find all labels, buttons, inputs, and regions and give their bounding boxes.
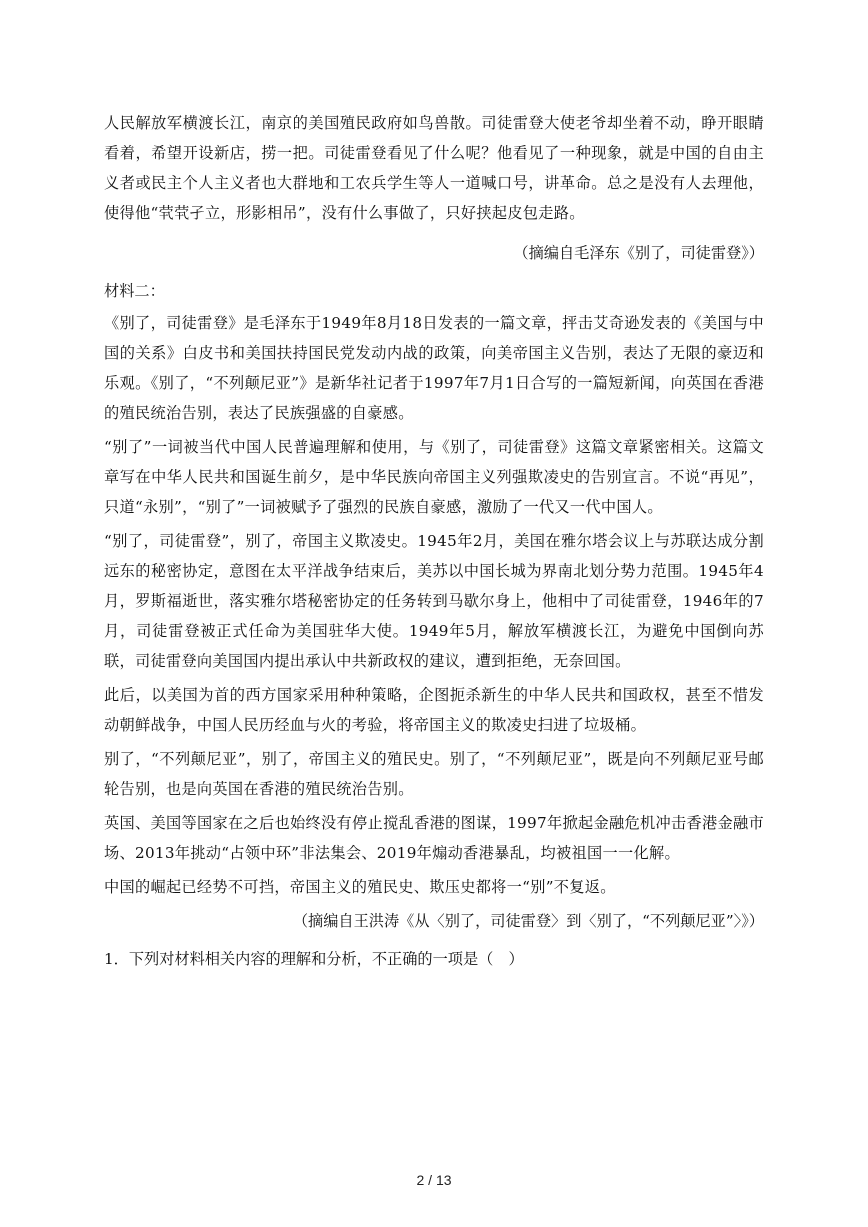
material-2-label: 材料二： bbox=[104, 282, 165, 300]
source-citation-2: （摘编自王洪涛《从〈别了，司徒雷登〉到〈别了，“不列颠尼亚”〉》） bbox=[292, 912, 764, 930]
paragraph-5: 别了，“不列颠尼亚”，别了，帝国主义的殖民史。别了，“不列颠尼亚”，既是向不列颠尼亚号邮轮告别，也是向英国在香港的殖民统治告别。 bbox=[104, 750, 764, 798]
paragraph-1: 《别了，司徒雷登》是毛泽东于1949年8月18日发表的一篇文章，抨击艾奇逊发表的《美国与中国的关系》白皮书和美国扶持国民党发动内战的政策，向美帝国主义告别，表达了无限的豪迈和乐观。《别了，“不列颠尼亚”》是新华社记者于1997年7月1日合写的一篇短新闻，向英国在香港的殖民统治告别，表达了民族强盛的自豪感。 bbox=[104, 314, 764, 422]
paragraph-2: “别了”一词被当代中国人民普遍理解和使用，与《别了，司徒雷登》这篇文章紧密相关。这篇文章写在中华人民共和国诞生前夕，是中华民族向帝国主义列强欺凌史的告别宣言。不说“再见”，只道“永别”，“别了”一词被赋予了强烈的民族自豪感，激励了一代又一代中国人。 bbox=[104, 438, 764, 516]
paragraph-7: 中国的崛起已经势不可挡，帝国主义的殖民史、欺压史都将一“别”不复返。 bbox=[104, 878, 616, 896]
question-1: 1．下列对材料相关内容的理解和分析，不正确的一项是（ ） bbox=[104, 950, 524, 968]
document-body bbox=[104, 108, 764, 974]
intro-paragraph: 人民解放军横渡长江，南京的美国殖民政府如鸟兽散。司徒雷登大使老爷却坐着不动，睁开眼睛看着，希望开设新店，捞一把。司徒雷登看见了什么呢？他看见了一种现象，就是中国的自由主义者或民主个人主义者也大群地和工农兵学生等人一道喊口号，讲革命。总之是没有人去理他，使得他“茕茕孑立，形影相吊”，没有什么事做了，只好挟起皮包走路。 bbox=[104, 114, 764, 222]
page-number: 2 / 13 bbox=[416, 1172, 452, 1188]
paragraph-6: 英国、美国等国家在之后也始终没有停止搅乱香港的图谋，1997年掀起金融危机冲击香港金融市场、2013年挑动“占领中环”非法集会、2019年煽动香港暴乱，均被祖国一一化解。 bbox=[104, 814, 764, 862]
paragraph-4: 此后，以美国为首的西方国家采用种种策略，企图扼杀新生的中华人民共和国政权，甚至不惜发动朝鲜战争，中国人民历经血与火的考验，将帝国主义的欺凌史扫进了垃圾桶。 bbox=[104, 686, 764, 734]
source-citation-1: （摘编自毛泽东《别了，司徒雷登》） bbox=[513, 244, 764, 262]
paragraph-3: “别了，司徒雷登”，别了，帝国主义欺凌史。1945年2月，美国在雅尔塔会议上与苏联达成分割远东的秘密协定，意图在太平洋战争结束后，美苏以中国长城为界南北划分势力范围。1945年4月，罗斯福逝世，落实雅尔塔秘密协定的任务转到马歇尔身上，他相中了司徒雷登，1946年的7月，司徒雷登被正式任命为美国驻华大使。1949年5月，解放军横渡长江，为避免中国倒向苏联，司徒雷登向美国国内提出承认中共新政权的建议，遭到拒绝，无奈回国。 bbox=[104, 532, 764, 670]
